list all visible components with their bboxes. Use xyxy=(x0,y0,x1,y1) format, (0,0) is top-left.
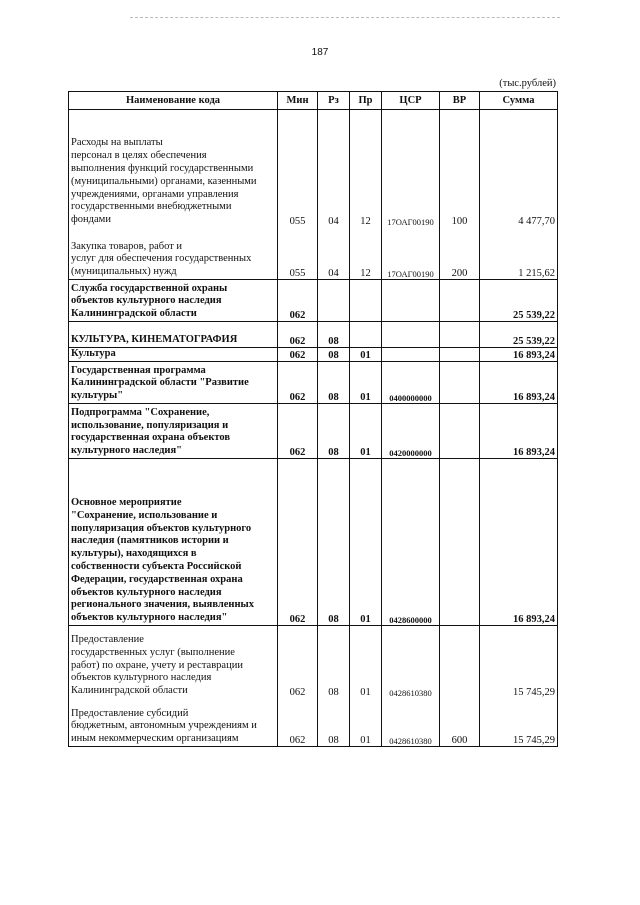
units-label: (тыс.рублей) xyxy=(499,78,556,89)
row-min: 055 xyxy=(278,227,318,280)
row-vr: 200 xyxy=(440,227,480,280)
row-sum: 25 539,22 xyxy=(480,280,558,322)
row-sum: 16 893,24 xyxy=(480,362,558,404)
row-min: 055 xyxy=(278,110,318,228)
table-row xyxy=(69,404,558,459)
table-row xyxy=(69,348,558,362)
row-pr: 12 xyxy=(350,227,382,280)
row-csr: 0420000000 xyxy=(382,404,440,459)
row-sum: 16 893,24 xyxy=(480,348,558,362)
row-sum: 4 477,70 xyxy=(480,110,558,228)
row-pr: 01 xyxy=(350,348,382,362)
row-csr: 17ОАГ00190 xyxy=(382,110,440,228)
row-min: 062 xyxy=(278,698,318,747)
header-vr: ВР xyxy=(440,92,480,110)
row-rz: 08 xyxy=(318,362,350,404)
row-name: Подпрограмма "Сохранение, использование, популяризация и государственная охрана объектов культурного наследия" xyxy=(69,404,278,459)
header-row xyxy=(69,92,558,110)
row-pr: 01 xyxy=(350,404,382,459)
row-name: Закупка товаров, работ и услуг для обеспечения государственных (муниципальных) нужд xyxy=(69,227,278,280)
row-pr: 01 xyxy=(350,698,382,747)
row-vr: 100 xyxy=(440,110,480,228)
row-sum: 25 539,22 xyxy=(480,322,558,348)
row-pr: 01 xyxy=(350,459,382,626)
row-pr: 01 xyxy=(350,362,382,404)
row-name: Культура xyxy=(69,348,278,362)
row-sum: 1 215,62 xyxy=(480,227,558,280)
row-rz: 08 xyxy=(318,626,350,699)
row-name: Расходы на выплаты персонал в целях обеспечения выполнения функций государственными (муниципальными) органами, казенными учреждениями, органами управления государственными внебюджетными фондами xyxy=(69,110,278,228)
row-sum: 16 893,24 xyxy=(480,404,558,459)
row-sum: 15 745,29 xyxy=(480,698,558,747)
row-name: Предоставление государственных услуг (выполнение работ) по охране, учету и реставрации объектов культурного наследия Калининградской области xyxy=(69,626,278,699)
row-vr xyxy=(440,322,480,348)
row-min: 062 xyxy=(278,626,318,699)
row-vr xyxy=(440,280,480,322)
row-vr xyxy=(440,348,480,362)
row-csr: 0400000000 xyxy=(382,362,440,404)
row-name: КУЛЬТУРА, КИНЕМАТОГРАФИЯ xyxy=(69,322,278,348)
row-sum: 16 893,24 xyxy=(480,459,558,626)
row-pr: 12 xyxy=(350,110,382,228)
row-csr xyxy=(382,348,440,362)
row-rz: 04 xyxy=(318,227,350,280)
row-csr: 0428610380 xyxy=(382,698,440,747)
row-name: Служба государственной охраны объектов культурного наследия Калининградской области xyxy=(69,280,278,322)
row-min: 062 xyxy=(278,459,318,626)
table-row xyxy=(69,626,558,699)
table-row xyxy=(69,459,558,626)
row-pr xyxy=(350,322,382,348)
row-rz: 08 xyxy=(318,348,350,362)
table-row xyxy=(69,280,558,322)
row-pr: 01 xyxy=(350,626,382,699)
table-row xyxy=(69,698,558,747)
budget-table xyxy=(68,91,558,747)
row-min: 062 xyxy=(278,322,318,348)
row-pr xyxy=(350,280,382,322)
row-csr: 17ОАГ00190 xyxy=(382,227,440,280)
row-rz: 04 xyxy=(318,110,350,228)
table-row xyxy=(69,110,558,228)
row-name: Основное мероприятие "Сохранение, использование и популяризация объектов культурного наследия (памятников истории и культуры), находящихся в собственности субъекта Российской Федерации, государственная охрана объектов культурного наследия регионального значения, выявленных объектов культурного наследия" xyxy=(69,459,278,626)
row-rz: 08 xyxy=(318,404,350,459)
row-name: Государственная программа Калининградской области "Развитие культуры" xyxy=(69,362,278,404)
row-vr xyxy=(440,626,480,699)
header-rz: Рз xyxy=(318,92,350,110)
row-min: 062 xyxy=(278,280,318,322)
row-rz: 08 xyxy=(318,698,350,747)
row-rz xyxy=(318,280,350,322)
table-row xyxy=(69,227,558,280)
row-min: 062 xyxy=(278,348,318,362)
row-min: 062 xyxy=(278,362,318,404)
row-name: Предоставление субсидий бюджетным, автономным учреждениям и иным некоммерческим организациям xyxy=(69,698,278,747)
row-sum: 15 745,29 xyxy=(480,626,558,699)
row-csr xyxy=(382,322,440,348)
row-min: 062 xyxy=(278,404,318,459)
row-rz: 08 xyxy=(318,459,350,626)
row-vr xyxy=(440,404,480,459)
row-csr: 0428600000 xyxy=(382,459,440,626)
row-csr: 0428610380 xyxy=(382,626,440,699)
table-row xyxy=(69,362,558,404)
header-pr: Пр xyxy=(350,92,382,110)
top-rule xyxy=(130,17,560,18)
table-row xyxy=(69,322,558,348)
header-name: Наименование кода xyxy=(69,92,278,110)
row-vr xyxy=(440,459,480,626)
header-min: Мин xyxy=(278,92,318,110)
row-csr xyxy=(382,280,440,322)
header-sum: Сумма xyxy=(480,92,558,110)
page-number: 187 xyxy=(311,47,329,58)
row-vr: 600 xyxy=(440,698,480,747)
row-rz: 08 xyxy=(318,322,350,348)
row-vr xyxy=(440,362,480,404)
header-csr: ЦСР xyxy=(382,92,440,110)
